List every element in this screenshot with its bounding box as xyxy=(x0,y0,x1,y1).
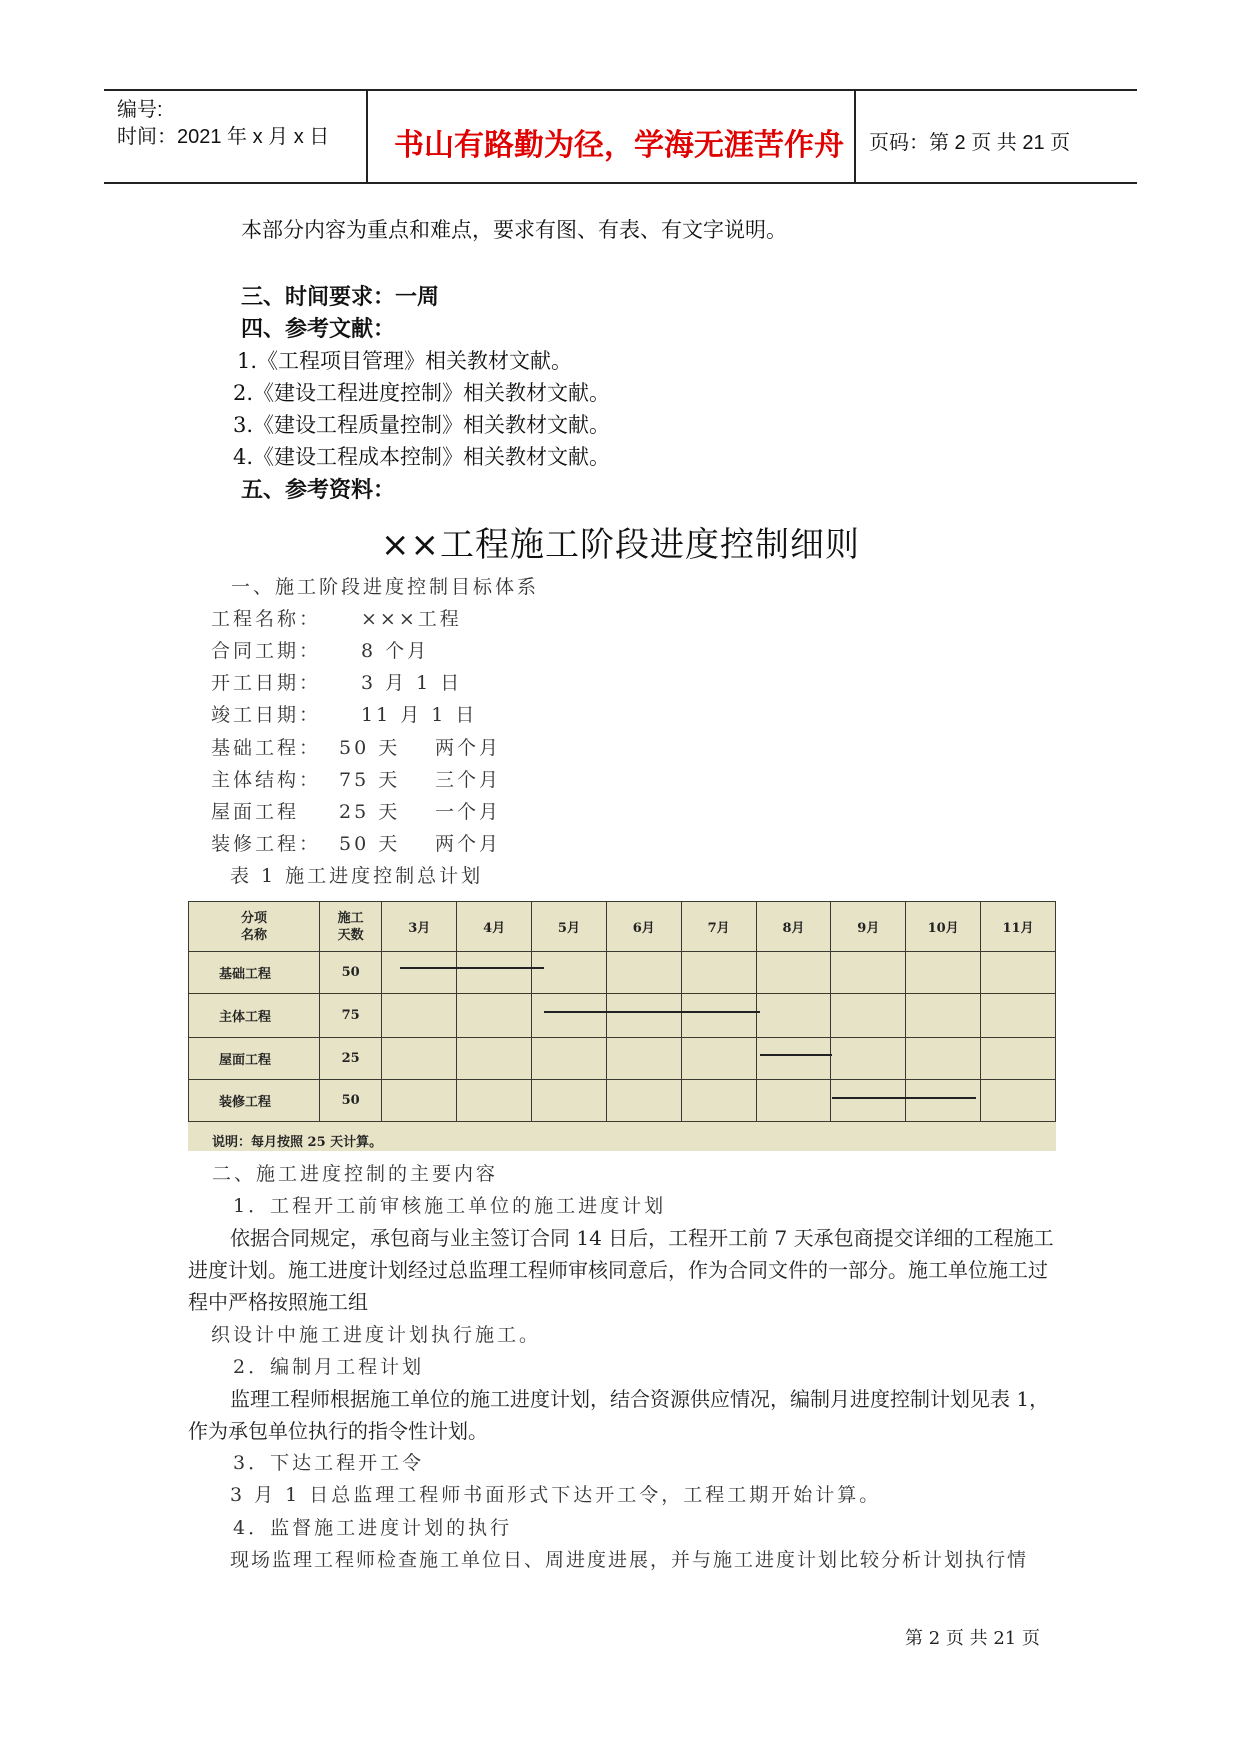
info-key: 基础工程： xyxy=(211,737,322,759)
month-header: 11月 xyxy=(981,902,1056,952)
info-key: 竣工日期： xyxy=(211,704,322,726)
item-2-title: 2．编制月工程计划 xyxy=(233,1356,425,1378)
info-key: 合同工期： xyxy=(211,640,322,662)
reference-item: 4.《建设工程成本控制》相关教材文献。 xyxy=(233,445,611,469)
month-header: 7月 xyxy=(681,902,756,952)
info-key: 屋面工程 xyxy=(211,801,300,823)
table-note: 说明：每月按照 25 天计算。 xyxy=(212,1135,383,1150)
info-value: ×××工程 xyxy=(361,608,462,630)
row-name: 屋面工程 xyxy=(189,1038,320,1080)
header-days: 施工 天数 xyxy=(319,902,381,952)
month-header: 4月 xyxy=(457,902,532,952)
section-5-heading: 五、参考资料： xyxy=(241,478,396,503)
row-days: 50 xyxy=(319,1080,381,1122)
item-1-body: 依据合同规定，承包商与业主签订合同 14 日后，工程开工前 7 天承包商提交详细的工程施工进度计划。施工进度计划经过总监理工程师审核同意后，作为合同文件的一部分。施工单位施工过程中严格按照施工组 xyxy=(188,1226,1054,1314)
reference-item: 3.《建设工程质量控制》相关教材文献。 xyxy=(233,413,611,437)
info-extra: 两个月 xyxy=(435,833,502,855)
header-top-rule xyxy=(104,89,1137,91)
month-header: 6月 xyxy=(606,902,681,952)
gantt-bar-roof xyxy=(760,1054,832,1056)
table-row xyxy=(189,1080,1056,1122)
month-header: 5月 xyxy=(532,902,607,952)
schedule-table-image xyxy=(188,901,1056,1151)
item-2-body: 监理工程师根据施工单位的施工进度计划，结合资源供应情况，编制月进度控制计划见表 1，作为承包单位执行的指令性计划。 xyxy=(188,1387,1050,1443)
reference-item: 2.《建设工程进度控制》相关教材文献。 xyxy=(233,381,611,405)
subsection-1-heading: 一、施工阶段进度控制目标体系 xyxy=(231,576,540,598)
table-row xyxy=(189,994,1056,1038)
header-time: 时间：2021 年 x 月 x 日 xyxy=(117,126,330,148)
section-3-heading: 三、时间要求：一周 xyxy=(241,285,440,310)
info-key: 开工日期： xyxy=(211,672,322,694)
item-1-title: 1．工程开工前审核施工单位的施工进度计划 xyxy=(233,1195,667,1217)
info-value: 50 天 xyxy=(339,737,401,759)
row-name: 主体工程 xyxy=(189,994,320,1038)
header-divider-left xyxy=(366,89,368,183)
row-days: 25 xyxy=(319,1038,381,1080)
table-row xyxy=(189,1038,1056,1080)
info-value: 3 月 1 日 xyxy=(361,672,463,694)
gantt-bar-structure xyxy=(544,1011,760,1013)
info-value: 25 天 xyxy=(339,801,401,823)
header-item-name: 分项 名称 xyxy=(189,902,320,952)
month-header: 10月 xyxy=(906,902,981,952)
subsection-2-heading: 二、施工进度控制的主要内容 xyxy=(212,1163,499,1185)
info-key: 装修工程： xyxy=(211,833,322,855)
item-4-title: 4．监督施工进度计划的执行 xyxy=(233,1517,513,1539)
row-days: 50 xyxy=(319,952,381,994)
header-number: 编号: xyxy=(117,99,163,121)
header-bottom-rule xyxy=(104,182,1137,184)
info-key: 主体结构： xyxy=(211,769,322,791)
intro-text: 本部分内容为重点和难点，要求有图、有表、有文字说明。 xyxy=(241,218,787,242)
reference-item: 1.《工程项目管理》相关教材文献。 xyxy=(237,349,573,373)
section-4-heading: 四、参考文献： xyxy=(241,317,396,342)
info-value: 11 月 1 日 xyxy=(361,704,478,726)
table-caption: 表 1 施工进度控制总计划 xyxy=(230,865,484,887)
info-extra: 一个月 xyxy=(435,801,502,823)
header-divider-right xyxy=(854,89,856,183)
info-value: 50 天 xyxy=(339,833,401,855)
page-footer: 第 2 页 共 21 页 xyxy=(905,1628,1040,1649)
info-value: 8 个月 xyxy=(361,640,430,662)
item-3-title: 3．下达工程开工令 xyxy=(233,1452,425,1474)
month-header: 9月 xyxy=(831,902,906,952)
header-motto: 书山有路勤为径，学海无涯苦作舟 xyxy=(394,128,844,163)
header-page-number: 页码：第 2 页 共 21 页 xyxy=(869,132,1071,154)
info-value: 75 天 xyxy=(339,769,401,791)
gantt-bar-decoration xyxy=(832,1097,976,1099)
row-name: 基础工程 xyxy=(189,952,320,994)
info-extra: 两个月 xyxy=(435,737,502,759)
row-name: 装修工程 xyxy=(189,1080,320,1122)
item-4-body: 现场监理工程师检查施工单位日、周进度进展，并与施工进度计划比较分析计划执行情 xyxy=(230,1549,1029,1571)
info-extra: 三个月 xyxy=(435,769,502,791)
row-days: 75 xyxy=(319,994,381,1038)
item-3-body: 3 月 1 日总监理工程师书面形式下达开工令，工程工期开始计算。 xyxy=(230,1484,882,1506)
document-title: ××工程施工阶段进度控制细则 xyxy=(381,525,860,565)
table-row xyxy=(189,952,1056,994)
gantt-bar-foundation xyxy=(400,967,544,969)
info-key: 工程名称： xyxy=(211,608,322,630)
month-header: 3月 xyxy=(382,902,457,952)
month-header: 8月 xyxy=(756,902,831,952)
item-1-tail: 织设计中施工进度计划执行施工。 xyxy=(211,1324,542,1346)
